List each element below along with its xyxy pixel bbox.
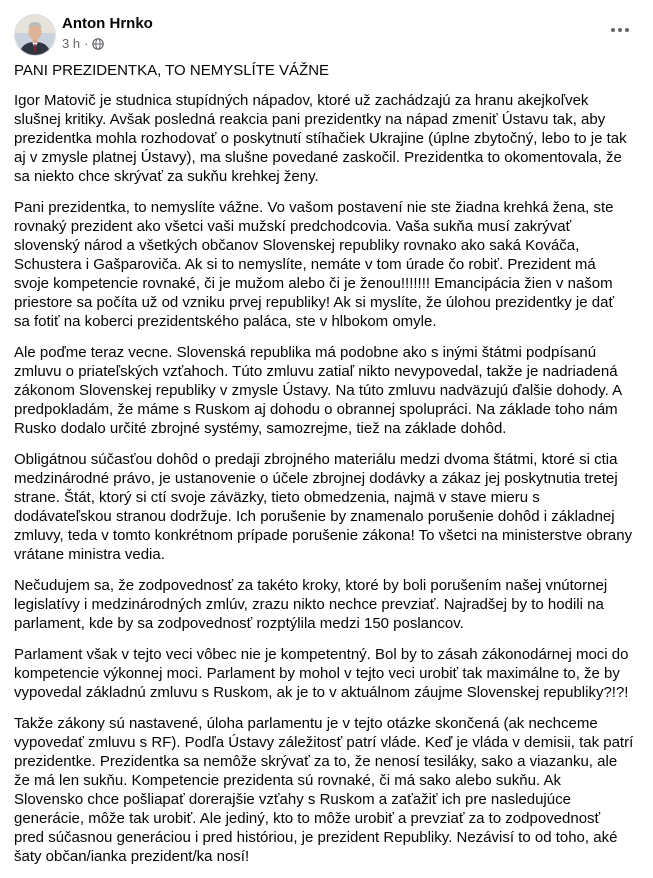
- post-content: [14, 61, 634, 878]
- post-paragraph: Igor Matovič je studnica stupídných nápadov, ktoré už zachádzajú za hranu akejkoľvek slušnej kritiky. Avšak posledná reakcia pani prezidentky na nápad zmeniť Ústavu tak, aby prezidentka mohla rozhodovať o poskytnutí stíhačiek Ukrajine (úplne zbytočný, lebo to je tak aj v zmysle platnej Ústavy), ma slušne povedané zaskočil. Prezidentka to okomentovala, že sa niekto chce skrývať za sukňu krehkej ženy.: [14, 92, 627, 185]
- post-paragraph: Parlament však v tejto veci vôbec nie je kompetentný. Bol by to zásah zákonodárnej moci do kompetencie výkonnej moci. Parlament by mohol v tejto veci urobiť tak maximálne to, že by vypovedal základnú zmluvu s Ruskom, ak je to v aktuálnom záujme Slovenskej republiky?!?!: [14, 646, 629, 701]
- post-paragraph: Obligátnou súčasťou dohôd o predaji zbrojného materiálu medzi dvoma štátmi, ktoré si ctia medzinárodné právo, je ustanovenie o účele zbrojnej dodávky a zákaz jej poskytnutia tretej strane. Štát, ktorý si ctí svoje záväzky, tieto obmedzenia, najmä v stave mieru s dodávateľskou stranou dodržuje. Ich porušenie by znamenalo porušenie dohôd i základnej zmluvy, teda v tomto konkrétnom prípade porušenie zákona! To všetci na ministerstve obrany vrátane ministra vedia.: [14, 451, 633, 563]
- post-paragraph: Pani prezidentka, to nemyslíte vážne. Vo vašom postavení nie ste žiadna krehká žena, ste rovnaký prezident ako všetci vaši mužskí predchodcovia. Vaša sukňa musí zakrývať slovenský národ a všetkých občanov Slovenskej republiky rovnako ako saká Kováča, Schustera i Gašparoviča. Ak si to nemyslíte, nemáte v tom úrade čo robiť. Prezident má svoje kompetencie rovnaké, či je mužom alebo či je ženou!!!!!!! Emancipácia žien v našom priestore sa počíta už od vzniku prvej republiky! Ak si myslíte, že úlohou prezidentky je dať sa fotiť na koberci prezidentského paláca, ste v hlbokom omyle.: [14, 199, 615, 330]
- globe-icon[interactable]: [92, 38, 104, 50]
- post-paragraph: Takže zákony sú nastavené, úloha parlamentu je v tejto otázke skončená (ak nechceme vypovedať zmluvu s RF). Podľa Ústavy záležitosť patrí vláde. Keď je vláda v demisii, tak patrí prezidentke. Prezidentka sa nemôže skrývať za to, že nenosí tesiláky, sako a viazanku, ale že má len sukňu. Kompetencie prezidenta sú rovnaké, či má sako alebo sukňu. Ak Slovensko chce pošliapať dorerajšie vzťahy s Ruskom a zaťažiť ich pre nasledujúce generácie, môže tak urobiť. Ale jediný, kto to môže urobiť a prevziať za to zodpovednosť pred súčasnou generáciou i pred históriou, je prezident Republiky. Nezávisí to od toho, aké šaty občan/ianka prezident/ka nosí!: [14, 715, 634, 865]
- more-options-icon[interactable]: [605, 18, 635, 42]
- post-meta: [62, 36, 104, 51]
- post-title: PANI PREZIDENTKA, TO NEMYSLÍTE VÁŽNE: [14, 62, 330, 79]
- post-paragraph: Ale poďme teraz vecne. Slovenská republika má podobne ako s inými štátmi podpísanú zmluvu o priateľských vzťahoch. Túto zmluvu zatiaľ nikto nevypovedal, takže je nadriadená zákonom Slovenskej republiky v zmysle Ústavy. Na túto zmluvu nadväzujú ďalšie dohody. A predpokladám, že máme s Ruskom aj dohodu o obrannej spolupráci. Na základe toho nám Rusko dodalo určité zbrojné systémy, samozrejme, tiež na základe dohôd.: [14, 344, 622, 437]
- avatar[interactable]: [14, 14, 56, 56]
- author-name[interactable]: Anton Hrnko: [62, 15, 153, 32]
- post-paragraph: Nečudujem sa, že zodpovednosť za takéto kroky, ktoré by boli porušením našej vnútornej legislatívy i medzinárodných zmlúv, zrazu nikto nechce prevziať. Najradšej by to hodili na parlament, kde by sa zodpovednosť rozptýlila medzi 150 poslancov.: [14, 577, 608, 632]
- profile-photo: [15, 15, 55, 55]
- post-header: [14, 12, 639, 56]
- post-time[interactable]: 3 h: [62, 36, 81, 51]
- meta-separator: ·: [84, 36, 89, 51]
